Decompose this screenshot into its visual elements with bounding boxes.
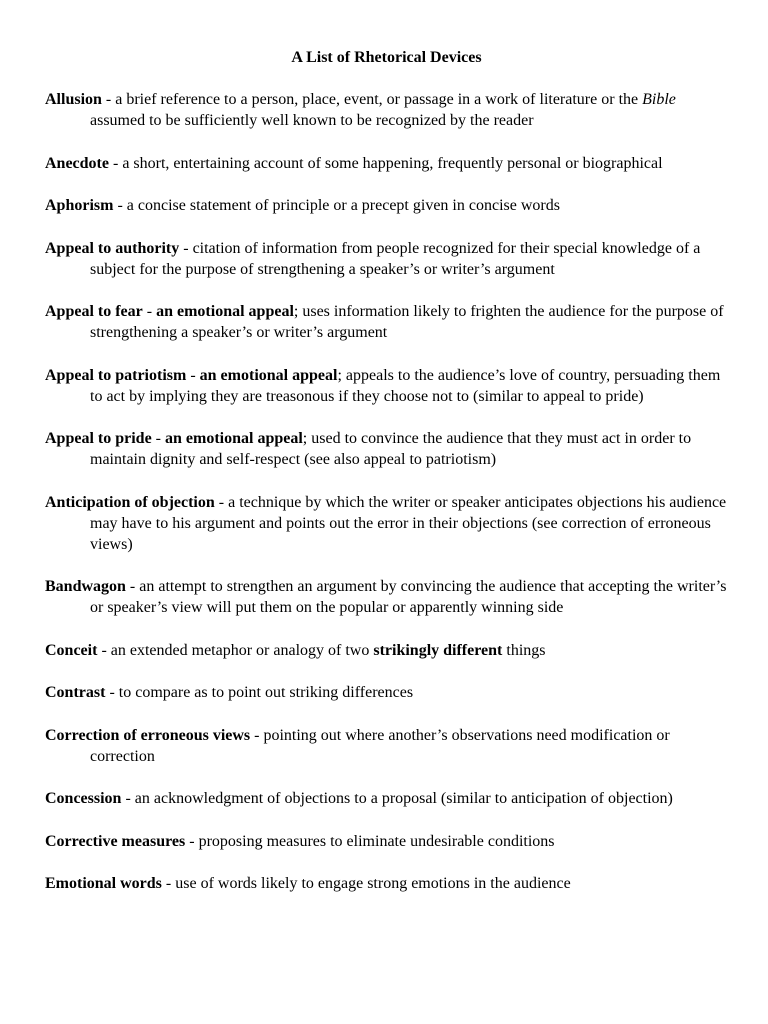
entry-definition-text: - an extended metaphor or analogy of two bbox=[97, 641, 374, 659]
entry-appeal-to-patriotism bbox=[45, 365, 728, 407]
entry-aphorism bbox=[45, 195, 728, 216]
entry-appeal-to-pride bbox=[45, 428, 728, 470]
entry-italic-text: Bible bbox=[642, 91, 676, 108]
entry-definition-text: - a technique by which the writer or speaker anticipates objections his audience may have to his argument and points out the error in their objections (see correction of erroneous views) bbox=[90, 493, 727, 553]
entry-term: Anecdote bbox=[45, 154, 109, 172]
entry-anecdote bbox=[45, 153, 728, 174]
entry-term: Correction of erroneous views bbox=[45, 726, 251, 744]
entry-definition-text: - use of words likely to engage strong emotions in the audience bbox=[161, 875, 571, 892]
entry-anticipation-of-objection bbox=[45, 492, 728, 555]
entry-term: Corrective measures bbox=[45, 832, 186, 850]
entry-emotional-words bbox=[45, 873, 728, 894]
entry-definition-text: ; uses information likely to frighten the audience for the purpose of strengthening a speaker’s or writer’s argument bbox=[90, 303, 724, 341]
entry-definition-text: - citation of information from people recognized for their special knowledge of a subject for the purpose of strengthening a speaker’s or writer’s argument bbox=[90, 239, 701, 278]
entry-term: Anticipation of objection bbox=[45, 493, 215, 511]
entry-definition-text: - to compare as to point out striking differences bbox=[105, 684, 414, 701]
entry-emphasis: strikingly different bbox=[373, 641, 503, 659]
entry-definition-text: - bbox=[186, 366, 200, 384]
entry-emphasis: an emotional appeal bbox=[165, 430, 303, 447]
entry-term: Appeal to authority bbox=[45, 239, 180, 257]
entry-allusion bbox=[45, 89, 728, 131]
definition-list bbox=[45, 89, 728, 894]
entry-appeal-to-fear bbox=[45, 301, 728, 343]
entry-term: Conceit bbox=[45, 641, 98, 659]
entry-definition-text: ; appeals to the audience’s love of country, persuading them to act by implying they are treasonous if they choose not to (similar to appeal to pride) bbox=[90, 366, 721, 405]
entry-concession bbox=[45, 788, 728, 809]
entry-definition-text: - proposing measures to eliminate undesirable conditions bbox=[185, 832, 555, 850]
entry-definition-text: - bbox=[142, 303, 157, 320]
entry-correction-of-erroneous-views bbox=[45, 725, 728, 767]
entry-term: Aphorism bbox=[45, 197, 114, 214]
entry-definition-text: things bbox=[502, 641, 546, 659]
entry-term: Bandwagon bbox=[45, 578, 126, 595]
entry-definition-text: - a brief reference to a person, place, event, or passage in a work of literature or the bbox=[101, 91, 643, 108]
entry-emphasis: an emotional appeal bbox=[199, 366, 338, 384]
entry-bandwagon bbox=[45, 576, 728, 618]
entry-corrective-measures bbox=[45, 831, 728, 852]
entry-definition-text: - a concise statement of principle or a precept given in concise words bbox=[113, 197, 560, 214]
entry-definition-text: - a short, entertaining account of some happening, frequently personal or biographical bbox=[108, 154, 663, 172]
entry-emphasis: an emotional appeal bbox=[156, 303, 294, 320]
entry-term: Contrast bbox=[45, 684, 106, 701]
entry-term: Appeal to patriotism bbox=[45, 366, 187, 384]
entry-definition-text: - an attempt to strengthen an argument by convincing the audience that accepting the writer’s or speaker’s view will put them on the popular or apparently winning side bbox=[90, 578, 727, 616]
entry-term: Concession bbox=[45, 790, 122, 807]
entry-term: Allusion bbox=[45, 91, 102, 108]
entry-term: Appeal to fear bbox=[45, 303, 143, 320]
entry-appeal-to-authority bbox=[45, 238, 728, 280]
entry-definition-text: - bbox=[151, 430, 165, 447]
entry-term: Appeal to pride bbox=[45, 430, 152, 447]
entry-definition-text: assumed to be sufficiently well known to be recognized by the reader bbox=[90, 112, 534, 129]
document-title: A List of Rhetorical Devices bbox=[291, 49, 482, 66]
entry-term: Emotional words bbox=[45, 875, 162, 892]
entry-conceit bbox=[45, 640, 728, 661]
entry-contrast bbox=[45, 682, 728, 703]
entry-definition-text: ; used to convince the audience that they must act in order to maintain dignity and self-respect (see also appeal to patriotism) bbox=[90, 430, 692, 468]
entry-definition-text: - an acknowledgment of objections to a proposal (similar to anticipation of objection) bbox=[121, 790, 673, 807]
entry-definition-text: - pointing out where another’s observations need modification or correction bbox=[90, 726, 670, 765]
